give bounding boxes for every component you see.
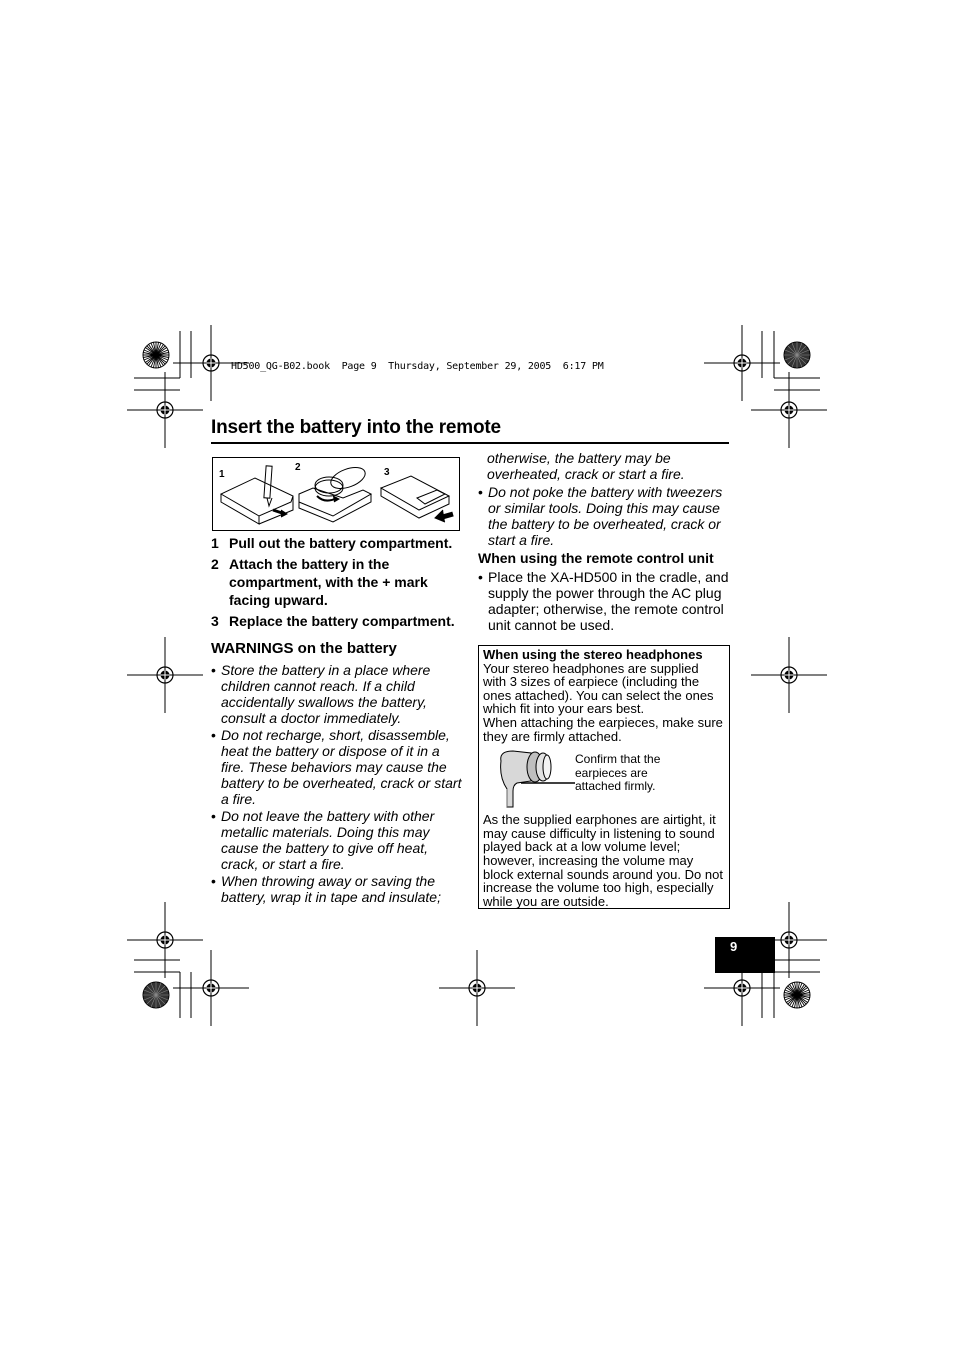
step-item — [211, 555, 471, 609]
step-text: Replace the battery compartment. — [229, 613, 455, 629]
headphones-para-3: As the supplied earphones are airtight, it may cause difficulty in listening to sound played back at a low volume level; however, increasing the volume may block external sounds around you. Do not increase the volume too high, especially while you are outside. — [483, 812, 723, 909]
earpiece-caption: Confirm that the earpieces are attached firmly. — [575, 752, 661, 794]
step-number: 3 — [211, 613, 219, 629]
earpiece-figure — [483, 747, 725, 813]
warning-item: • Store the battery in a place where children cannot reach. If a child accidentally swallows the battery, consult a doctor immediately. — [211, 662, 463, 726]
step-number: 2 — [211, 556, 219, 572]
headphones-para-1: Your stereo headphones are supplied with 3 sizes of earpiece (including the ones attached). You can select the ones which fit into your ears best. — [483, 660, 714, 717]
file-info-header: HD500_QG-B02.book Page 9 Thursday, September 29, 2005 6:17 PM — [231, 361, 604, 372]
battery-illustration — [212, 457, 460, 531]
step-text: Pull out the battery compartment. — [229, 535, 453, 551]
figure-label-3: 3 — [384, 467, 390, 478]
warning-item: • Do not leave the battery with other metallic materials. Doing this may cause the battery to give off heat, crack, or start a fire. — [211, 808, 463, 872]
warning-item: • When throwing away or saving the battery, wrap it in tape and insulate; — [211, 873, 463, 905]
headphones-info-box — [478, 645, 730, 909]
title-rule — [211, 442, 729, 444]
warnings-list — [211, 662, 463, 906]
page-number: 9 — [730, 939, 738, 954]
warning-continuation: otherwise, the battery may be overheated, crack or start a fire. — [487, 450, 685, 482]
warning-item: • Do not poke the battery with tweezers or similar tools. Doing this may cause the battery to be overheated, crack or start a fire. — [478, 484, 732, 548]
step-text: Attach the battery in the compartment, with the + mark facing upward. — [229, 556, 428, 608]
figure-label-1: 1 — [219, 469, 225, 480]
headphones-box-title: When using the stereo headphones — [483, 647, 703, 662]
figure-label-2: 2 — [295, 462, 301, 473]
warnings-heading: WARNINGS on the battery — [211, 640, 397, 657]
remote-section-heading: When using the remote control unit — [478, 550, 714, 566]
page-number-tab — [715, 937, 775, 973]
step-item — [211, 534, 471, 552]
battery-steps-drawing — [213, 458, 459, 530]
step-item — [211, 612, 471, 630]
page-title: Insert the battery into the remote — [211, 417, 501, 438]
warning-item: • Do not recharge, short, disassemble, heat the battery or dispose of it in a fire. These behaviors may cause the battery to be overheated, crack or start a fire. — [211, 727, 463, 807]
right-column — [478, 450, 732, 634]
remote-section-item: • Place the XA-HD500 in the cradle, and supply the power through the AC plug adapter; otherwise, the remote control unit cannot be used. — [478, 569, 732, 633]
steps-list — [211, 534, 471, 633]
step-number: 1 — [211, 535, 219, 551]
headphones-para-2: When attaching the earpieces, make sure they are firmly attached. — [483, 714, 723, 744]
